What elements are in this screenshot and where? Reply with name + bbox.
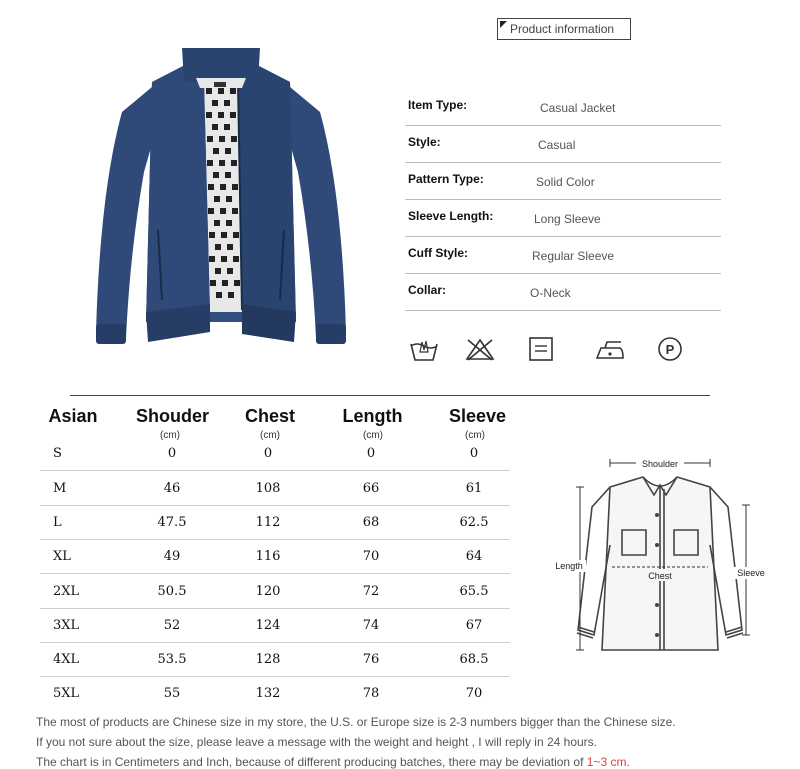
sleeve-label: Sleeve <box>737 568 765 578</box>
table-row-divider <box>40 573 510 574</box>
size-label: S <box>53 446 62 461</box>
badge-corner-icon <box>500 21 507 28</box>
note-line-3-text: The chart is in Centimeters and Inch, because of different producing batches, there may be deviation of <box>36 755 587 769</box>
spec-row-pattern-type <box>405 162 721 200</box>
spec-label: Item Type: <box>408 98 468 112</box>
dry-clean-p-icon <box>656 336 686 362</box>
spec-label: Sleeve Length: <box>408 209 494 223</box>
size-label: 3XL <box>53 618 80 633</box>
spec-row-cuff-style <box>405 236 721 274</box>
size-value: 55 <box>163 686 181 701</box>
size-label: 5XL <box>53 686 80 701</box>
spec-value: O-Neck <box>530 286 571 300</box>
size-value: 65.5 <box>459 584 489 599</box>
unit-label: (cm) <box>260 430 280 441</box>
chest-label: Chest <box>648 571 672 581</box>
spec-row-style <box>405 125 721 163</box>
jacket-photo <box>92 42 350 354</box>
spec-row-sleeve-length <box>405 199 721 237</box>
measurement-diagram <box>550 455 770 660</box>
size-value: 128 <box>255 652 281 667</box>
unit-label: (cm) <box>465 430 485 441</box>
length-label: Length <box>555 561 583 571</box>
header-shoulder: Shouder <box>135 406 209 426</box>
spec-value: Long Sleeve <box>534 212 601 226</box>
shoulder-label: Shoulder <box>641 459 679 469</box>
unit-label: (cm) <box>363 430 383 441</box>
shirt-outline-icon <box>577 477 743 650</box>
iron-low-icon <box>595 336 625 362</box>
spec-value: Regular Sleeve <box>532 249 615 263</box>
size-value: 0 <box>167 446 177 461</box>
size-value: 68.5 <box>459 652 489 667</box>
size-value: 124 <box>255 618 281 633</box>
size-value: 62.5 <box>459 515 489 530</box>
table-row-divider <box>40 505 510 506</box>
size-value: 76 <box>362 652 380 667</box>
size-value: 0 <box>469 446 479 461</box>
spec-value: Casual Jacket <box>540 101 616 115</box>
size-value: 78 <box>362 686 380 701</box>
size-value: 64 <box>465 549 483 564</box>
size-value: 112 <box>255 515 281 530</box>
size-value: 52 <box>163 618 181 633</box>
size-value: 132 <box>255 686 281 701</box>
spec-row-collar <box>405 273 721 311</box>
table-row-divider <box>40 470 510 471</box>
header-chest: Chest <box>244 406 295 426</box>
spec-row-item-type <box>405 88 721 126</box>
table-row-divider <box>40 642 510 643</box>
spec-label: Cuff Style: <box>408 246 468 260</box>
size-value: 66 <box>362 481 380 496</box>
spec-value: Casual <box>538 138 576 152</box>
size-label: L <box>53 515 62 530</box>
table-row-divider <box>40 608 510 609</box>
size-value: 108 <box>255 481 281 496</box>
spec-label: Pattern Type: <box>408 172 484 186</box>
size-label: 2XL <box>53 584 80 599</box>
hand-wash-icon <box>409 336 439 362</box>
note-line-1: The most of products are Chinese size in my store, the U.S. or Europe size is 2-3 numbers bigger than the Chinese size. <box>36 715 676 729</box>
size-value: 70 <box>465 686 483 701</box>
size-value: 120 <box>255 584 281 599</box>
line-dry-icon <box>527 336 557 362</box>
size-value: 116 <box>255 549 281 564</box>
size-value: 46 <box>163 481 181 496</box>
size-value: 0 <box>263 446 273 461</box>
unit-label: (cm) <box>160 430 180 441</box>
size-value: 72 <box>362 584 380 599</box>
spec-value: Solid Color <box>536 175 595 189</box>
product-info-title: Product information <box>510 22 615 36</box>
size-value: 68 <box>362 515 380 530</box>
spec-label: Collar: <box>408 283 447 297</box>
size-value: 74 <box>362 618 380 633</box>
spec-label: Style: <box>408 135 441 149</box>
header-sleeve: Sleeve <box>448 406 507 426</box>
size-label: 4XL <box>53 652 80 667</box>
svg-text:P: P <box>665 342 675 357</box>
size-value: 53.5 <box>157 652 187 667</box>
size-label: XL <box>53 549 71 564</box>
size-value: 49 <box>163 549 181 564</box>
note-line-3 <box>36 755 630 769</box>
table-row-divider <box>40 539 510 540</box>
size-value: 0 <box>366 446 376 461</box>
deviation-highlight: 1~3 cm. <box>586 755 630 769</box>
size-value: 70 <box>362 549 380 564</box>
size-label: M <box>53 481 67 496</box>
note-line-2: If you not sure about the size, please leave a message with the weight and height , I will reply in 24 hours. <box>36 735 597 749</box>
table-row-divider <box>40 676 510 677</box>
header-length: Length <box>342 406 403 426</box>
no-bleach-icon <box>465 336 495 362</box>
jacket-icon <box>96 48 346 344</box>
size-value: 67 <box>465 618 483 633</box>
size-value: 47.5 <box>157 515 187 530</box>
size-value: 61 <box>465 481 483 496</box>
size-value: 50.5 <box>157 584 187 599</box>
section-divider <box>70 395 710 396</box>
product-info-badge <box>497 18 631 40</box>
header-asian: Asian <box>48 406 98 426</box>
